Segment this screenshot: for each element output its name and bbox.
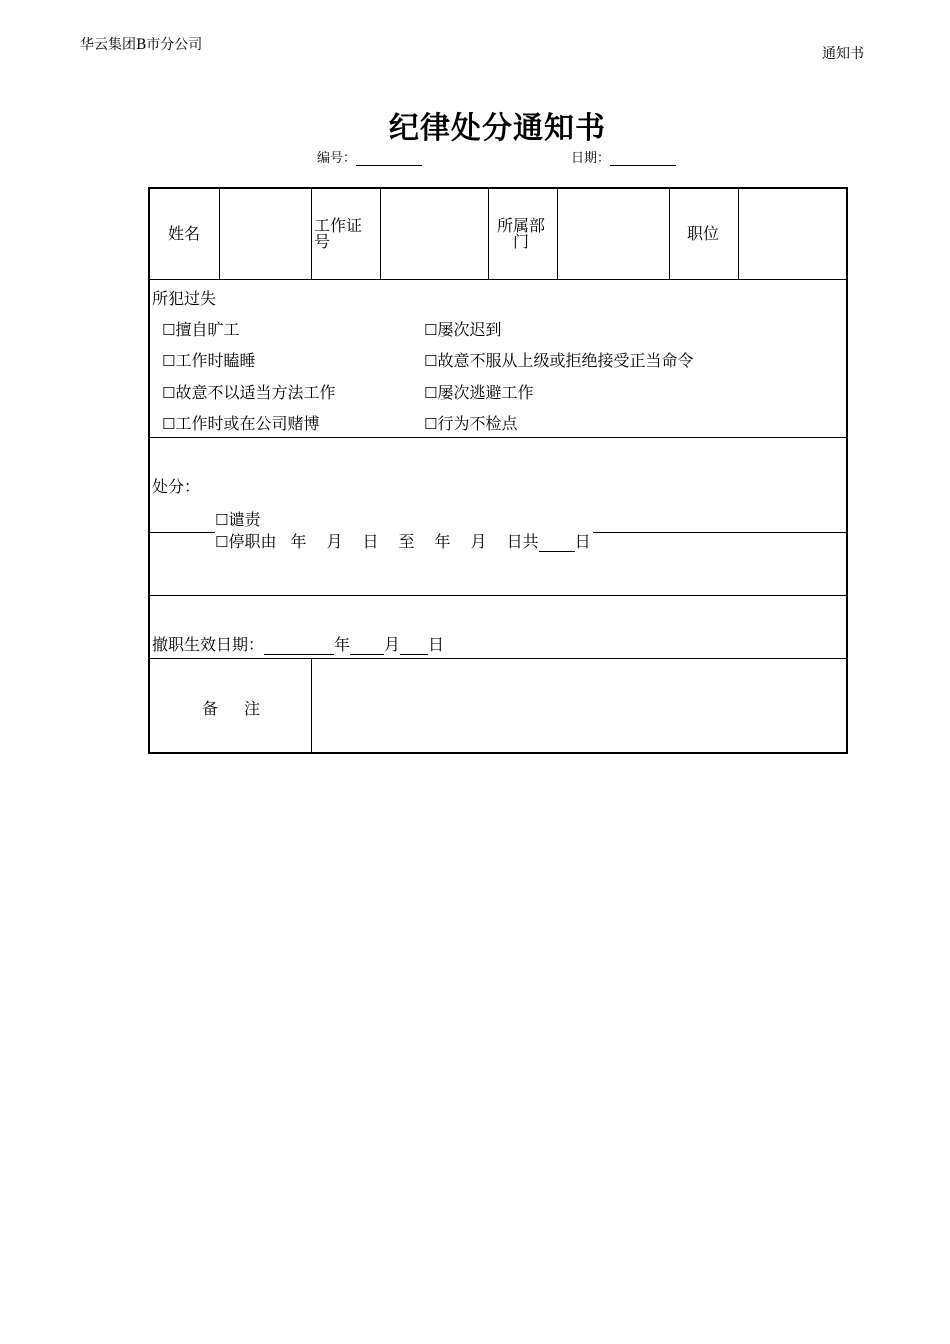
- position-label: 职位: [687, 224, 720, 243]
- checkbox-icon: ☐: [424, 415, 438, 433]
- page-title: 纪律处分通知书: [389, 111, 606, 146]
- row-divider: [150, 595, 846, 596]
- penalty-suspension[interactable]: ☐停职由 年 月 日 至 年 月 日共 日: [215, 529, 593, 552]
- offense-item[interactable]: ☐工作时或在公司赌博: [162, 414, 320, 433]
- company-name: 华云集团B市分公司: [80, 37, 203, 53]
- name-value[interactable]: [220, 225, 310, 279]
- offenses-heading: 所犯过失: [152, 289, 217, 308]
- checkbox-icon: ☐: [424, 352, 438, 370]
- dept-label-line2: 门: [513, 232, 530, 251]
- row-divider: [150, 437, 846, 438]
- col-divider: [311, 189, 312, 279]
- notice-form: [148, 187, 848, 754]
- id-label-line2: 号: [314, 232, 331, 251]
- row-divider: [150, 279, 846, 280]
- dismissal-year-blank[interactable]: [264, 640, 334, 655]
- number-field: [317, 147, 422, 166]
- checkbox-icon: ☐: [162, 352, 176, 370]
- date-field: [571, 147, 676, 166]
- offense-item[interactable]: ☐屡次迟到: [424, 320, 502, 339]
- offense-item[interactable]: ☐行为不检点: [424, 414, 518, 433]
- checkbox-icon: ☐: [162, 415, 176, 433]
- penalty-heading: 处分：: [152, 477, 201, 496]
- offense-item[interactable]: ☐故意不服从上级或拒绝接受正当命令: [424, 351, 694, 370]
- date-blank[interactable]: [610, 152, 676, 166]
- dismissal-label: 撤职生效日期：: [152, 635, 265, 654]
- position-value[interactable]: [739, 191, 844, 277]
- col-divider: [669, 189, 670, 279]
- checkbox-icon: ☐: [215, 511, 229, 529]
- checkbox-icon: ☐: [424, 321, 438, 339]
- date-label: 日期：: [571, 151, 611, 166]
- id-label: [314, 217, 362, 251]
- dismissal-day-blank[interactable]: [400, 640, 428, 655]
- checkbox-icon: ☐: [215, 533, 229, 551]
- checkbox-icon: ☐: [162, 321, 176, 339]
- number-label: 编号：: [317, 151, 357, 166]
- id-value[interactable]: [381, 191, 487, 277]
- remarks-value[interactable]: [313, 660, 844, 750]
- col-divider: [488, 189, 489, 279]
- offense-item[interactable]: ☐工作时瞌睡: [162, 351, 256, 370]
- suspension-days-blank[interactable]: [539, 537, 575, 552]
- offense-item[interactable]: ☐故意不以适当方法工作: [162, 383, 336, 402]
- id-label-line1: 工作证: [314, 216, 363, 235]
- offense-item[interactable]: ☐擅自旷工: [162, 320, 240, 339]
- name-label: 姓名: [168, 224, 201, 243]
- number-blank[interactable]: [356, 152, 422, 166]
- document-type: 通知书: [822, 46, 864, 62]
- dept-label-line1: 所属部: [497, 216, 546, 235]
- checkbox-icon: ☐: [162, 384, 176, 402]
- checkbox-icon: ☐: [424, 384, 438, 402]
- dept-label: [497, 217, 545, 251]
- dismissal-date: 撤职生效日期： 年 月 日: [152, 635, 445, 654]
- penalty-reprimand[interactable]: ☐谴责: [215, 510, 261, 529]
- col-divider: [311, 658, 312, 752]
- remarks-label: 备 注: [202, 699, 261, 718]
- row-divider: [150, 658, 846, 659]
- offense-item[interactable]: ☐屡次逃避工作: [424, 383, 534, 402]
- dept-value[interactable]: [558, 191, 668, 277]
- dismissal-month-blank[interactable]: [350, 640, 384, 655]
